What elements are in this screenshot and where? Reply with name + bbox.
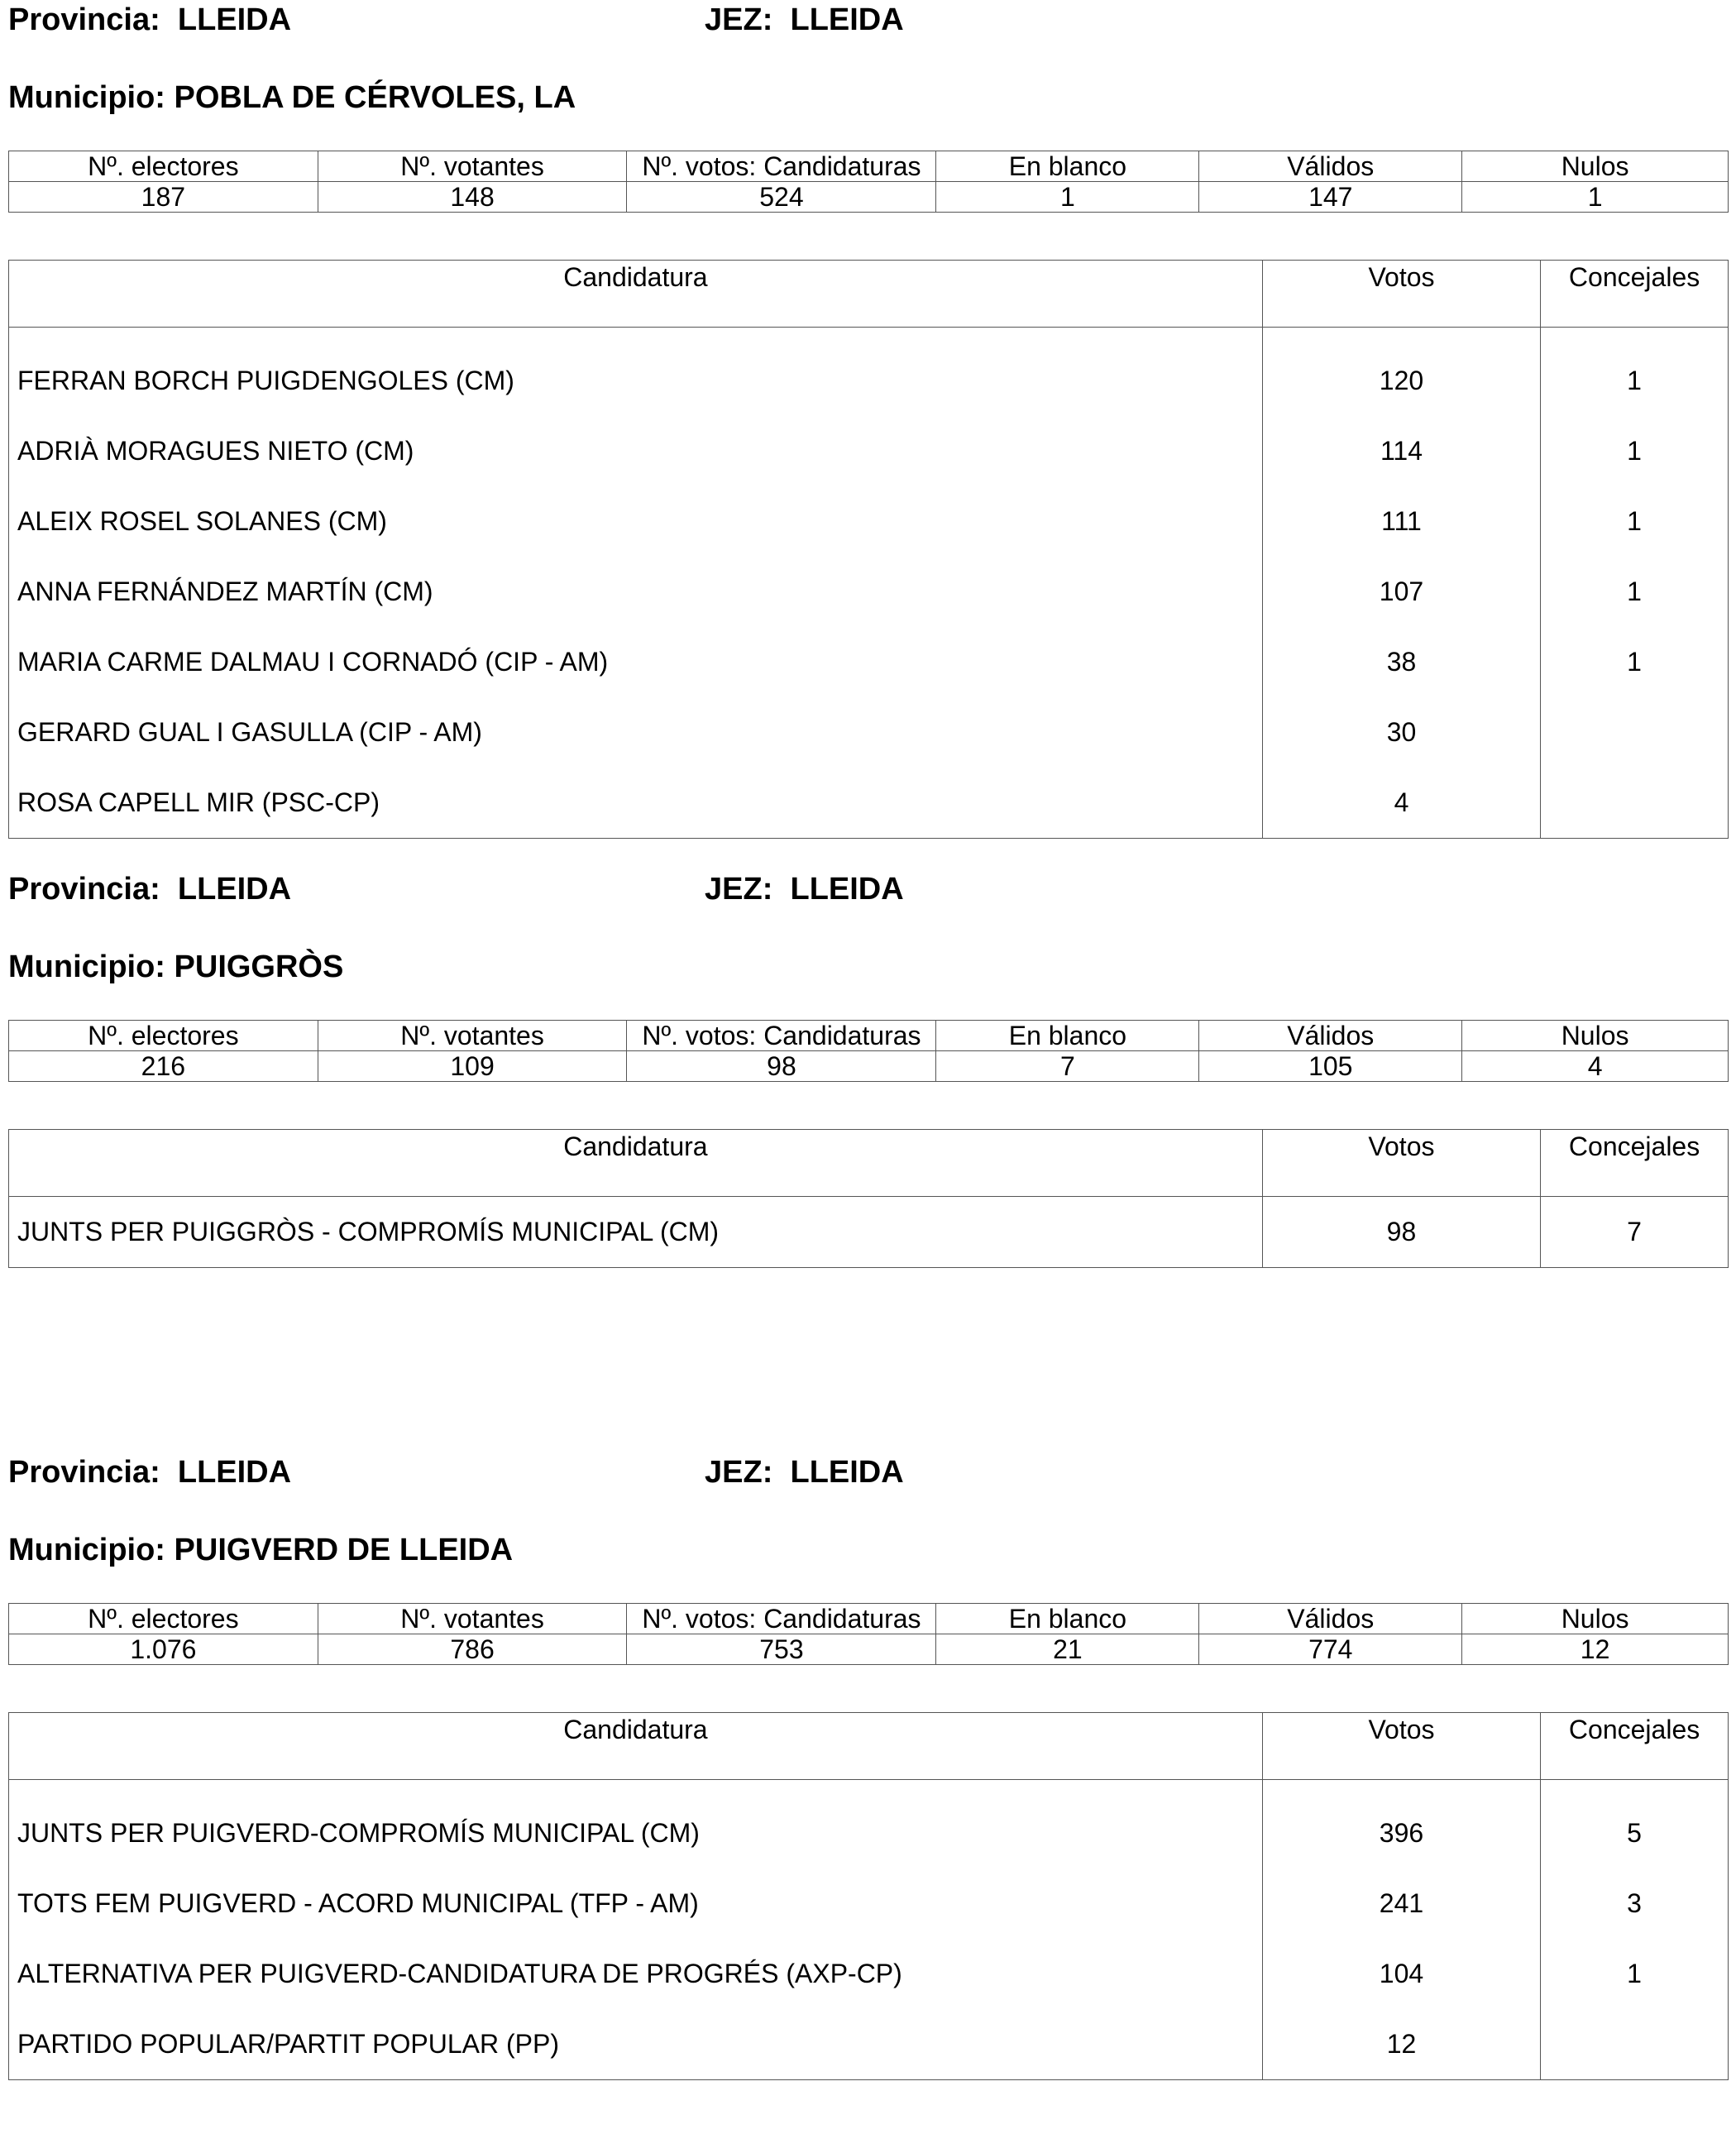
- provincia-value: LLEIDA: [177, 1455, 292, 1490]
- stats-value: 148: [318, 182, 627, 213]
- stats-header-row: [9, 151, 1729, 182]
- table-row: [9, 697, 1729, 768]
- cand-votos: 104: [1262, 1939, 1540, 2009]
- spacer-row: [9, 328, 1729, 347]
- cand-votos: 30: [1262, 697, 1540, 768]
- cand-votos: 4: [1262, 768, 1540, 839]
- stats-header: Nulos: [1462, 151, 1729, 182]
- stats-header: Nº. votantes: [318, 1021, 627, 1051]
- cand-votos: 107: [1262, 557, 1540, 627]
- stats-value: 1.076: [9, 1634, 318, 1665]
- jez-label: JEZ:: [705, 872, 773, 907]
- stats-header: Nº. votos: Candidaturas: [627, 151, 936, 182]
- cand-header: Candidatura: [9, 1713, 1263, 1780]
- stats-value: 109: [318, 1051, 627, 1082]
- cand-header: Votos: [1262, 1130, 1540, 1197]
- jez-label: JEZ:: [705, 2, 773, 37]
- cand-name: TOTS FEM PUIGVERD - ACORD MUNICIPAL (TFP - AM): [9, 1868, 1263, 1939]
- cand-concejales: 1: [1541, 486, 1729, 557]
- cand-concejales: 1: [1541, 416, 1729, 486]
- municipio-title: [8, 950, 343, 983]
- stats-value: 98: [627, 1051, 936, 1082]
- stats-header: Nº. electores: [9, 1021, 318, 1051]
- cand-concejales: 1: [1541, 557, 1729, 627]
- cand-votos: 120: [1262, 346, 1540, 416]
- cand-votos: 396: [1262, 1798, 1540, 1868]
- cand-concejales: [1541, 2009, 1729, 2080]
- cand-header: Candidatura: [9, 1130, 1263, 1197]
- stats-value: 524: [627, 182, 936, 213]
- table-row: [9, 1939, 1729, 2009]
- stats-value-row: [9, 182, 1729, 213]
- stats-value: 105: [1199, 1051, 1462, 1082]
- municipio-label: Municipio:: [8, 80, 165, 115]
- stats-header-row: [9, 1021, 1729, 1051]
- stats-header: Válidos: [1199, 1604, 1462, 1634]
- cand-header: Concejales: [1541, 1130, 1729, 1197]
- cand-concejales: 7: [1541, 1197, 1729, 1268]
- cand-name: ADRIÀ MORAGUES NIETO (CM): [9, 416, 1263, 486]
- cand-concejales: 3: [1541, 1868, 1729, 1939]
- cand-header: Votos: [1262, 261, 1540, 328]
- provincia-value: LLEIDA: [177, 2, 292, 37]
- table-row: [9, 416, 1729, 486]
- cand-name: PARTIDO POPULAR/PARTIT POPULAR (PP): [9, 2009, 1263, 2080]
- stats-value: 1: [936, 182, 1199, 213]
- table-row: [9, 768, 1729, 839]
- table-row: [9, 557, 1729, 627]
- stats-header: Nulos: [1462, 1021, 1729, 1051]
- municipio-label: Municipio:: [8, 950, 165, 984]
- cand-concejales: 5: [1541, 1798, 1729, 1868]
- stats-value: 216: [9, 1051, 318, 1082]
- municipio-title: [8, 81, 576, 114]
- candidates-table: [8, 1129, 1729, 1268]
- stats-header: En blanco: [936, 151, 1199, 182]
- cand-votos: 98: [1262, 1197, 1540, 1268]
- stats-value: 12: [1462, 1634, 1729, 1665]
- stats-value: 4: [1462, 1051, 1729, 1082]
- stats-header: En blanco: [936, 1604, 1199, 1634]
- cand-name: ALTERNATIVA PER PUIGVERD-CANDIDATURA DE PROGRÉS (AXP-CP): [9, 1939, 1263, 2009]
- jez-label: JEZ:: [705, 1455, 773, 1490]
- cand-header: Candidatura: [9, 261, 1263, 328]
- cand-votos: 241: [1262, 1868, 1540, 1939]
- provincia-row: [8, 872, 904, 907]
- table-row: [9, 627, 1729, 697]
- cand-name: JUNTS PER PUIGVERD-COMPROMÍS MUNICIPAL (CM): [9, 1798, 1263, 1868]
- stats-header: Nº. electores: [9, 151, 318, 182]
- provincia-value: LLEIDA: [177, 872, 292, 907]
- provincia-label: Provincia:: [8, 2, 160, 37]
- stats-value: 753: [627, 1634, 936, 1665]
- stats-value: 21: [936, 1634, 1199, 1665]
- cand-name: MARIA CARME DALMAU I CORNADÓ (CIP - AM): [9, 627, 1263, 697]
- cand-name: ROSA CAPELL MIR (PSC-CP): [9, 768, 1263, 839]
- cand-header: Concejales: [1541, 261, 1729, 328]
- cand-concejales: 1: [1541, 1939, 1729, 2009]
- municipio-value: PUIGVERD DE LLEIDA: [174, 1533, 514, 1567]
- cand-header-row: [9, 261, 1729, 328]
- cand-header-row: [9, 1130, 1729, 1197]
- jez-row: [705, 3, 904, 36]
- table-row: [9, 1798, 1729, 1868]
- stats-value: 7: [936, 1051, 1199, 1082]
- spacer-row: [9, 1780, 1729, 1799]
- stats-header: Nº. votos: Candidaturas: [627, 1604, 936, 1634]
- table-row: [9, 1197, 1729, 1268]
- stats-header: Nulos: [1462, 1604, 1729, 1634]
- jez-value: LLEIDA: [790, 1455, 904, 1490]
- jez-value: LLEIDA: [790, 2, 904, 37]
- cand-votos: 114: [1262, 416, 1540, 486]
- cand-header-row: [9, 1713, 1729, 1780]
- cand-name: ANNA FERNÁNDEZ MARTÍN (CM): [9, 557, 1263, 627]
- municipio-value: PUIGGRÒS: [174, 950, 344, 984]
- cand-votos: 111: [1262, 486, 1540, 557]
- jez-row: [705, 873, 904, 906]
- candidates-table: [8, 1712, 1729, 2080]
- stats-header: Nº. electores: [9, 1604, 318, 1634]
- table-row: [9, 2009, 1729, 2080]
- table-row: [9, 346, 1729, 416]
- provincia-row: [8, 2, 904, 37]
- cand-votos: 12: [1262, 2009, 1540, 2080]
- cand-name: FERRAN BORCH PUIGDENGOLES (CM): [9, 346, 1263, 416]
- candidates-table: [8, 260, 1729, 839]
- stats-table: [8, 1603, 1729, 1665]
- stats-value: 774: [1199, 1634, 1462, 1665]
- municipio-value: POBLA DE CÉRVOLES, LA: [174, 80, 576, 115]
- cand-header: Concejales: [1541, 1713, 1729, 1780]
- cand-name: GERARD GUAL I GASULLA (CIP - AM): [9, 697, 1263, 768]
- stats-value-row: [9, 1051, 1729, 1082]
- stats-value: 1: [1462, 182, 1729, 213]
- stats-table: [8, 1020, 1729, 1082]
- cand-concejales: 1: [1541, 627, 1729, 697]
- provincia-label: Provincia:: [8, 872, 160, 907]
- stats-header: En blanco: [936, 1021, 1199, 1051]
- stats-header: Válidos: [1199, 1021, 1462, 1051]
- cand-concejales: [1541, 768, 1729, 839]
- stats-value-row: [9, 1634, 1729, 1665]
- cand-header: Votos: [1262, 1713, 1540, 1780]
- provincia-label: Provincia:: [8, 1455, 160, 1490]
- municipio-label: Municipio:: [8, 1533, 165, 1567]
- cand-votos: 38: [1262, 627, 1540, 697]
- jez-value: LLEIDA: [790, 872, 904, 907]
- municipio-title: [8, 1533, 513, 1567]
- stats-value: 187: [9, 182, 318, 213]
- stats-header: Nº. votantes: [318, 151, 627, 182]
- cand-name: ALEIX ROSEL SOLANES (CM): [9, 486, 1263, 557]
- provincia-row: [8, 1455, 904, 1490]
- stats-value: 786: [318, 1634, 627, 1665]
- stats-header-row: [9, 1604, 1729, 1634]
- stats-header: Nº. votantes: [318, 1604, 627, 1634]
- stats-header: Válidos: [1199, 151, 1462, 182]
- table-row: [9, 486, 1729, 557]
- cand-name: JUNTS PER PUIGGRÒS - COMPROMÍS MUNICIPAL (CM): [9, 1197, 1263, 1268]
- stats-header: Nº. votos: Candidaturas: [627, 1021, 936, 1051]
- cand-concejales: 1: [1541, 346, 1729, 416]
- stats-table: [8, 151, 1729, 213]
- jez-row: [705, 1456, 904, 1489]
- stats-value: 147: [1199, 182, 1462, 213]
- cand-concejales: [1541, 697, 1729, 768]
- table-row: [9, 1868, 1729, 1939]
